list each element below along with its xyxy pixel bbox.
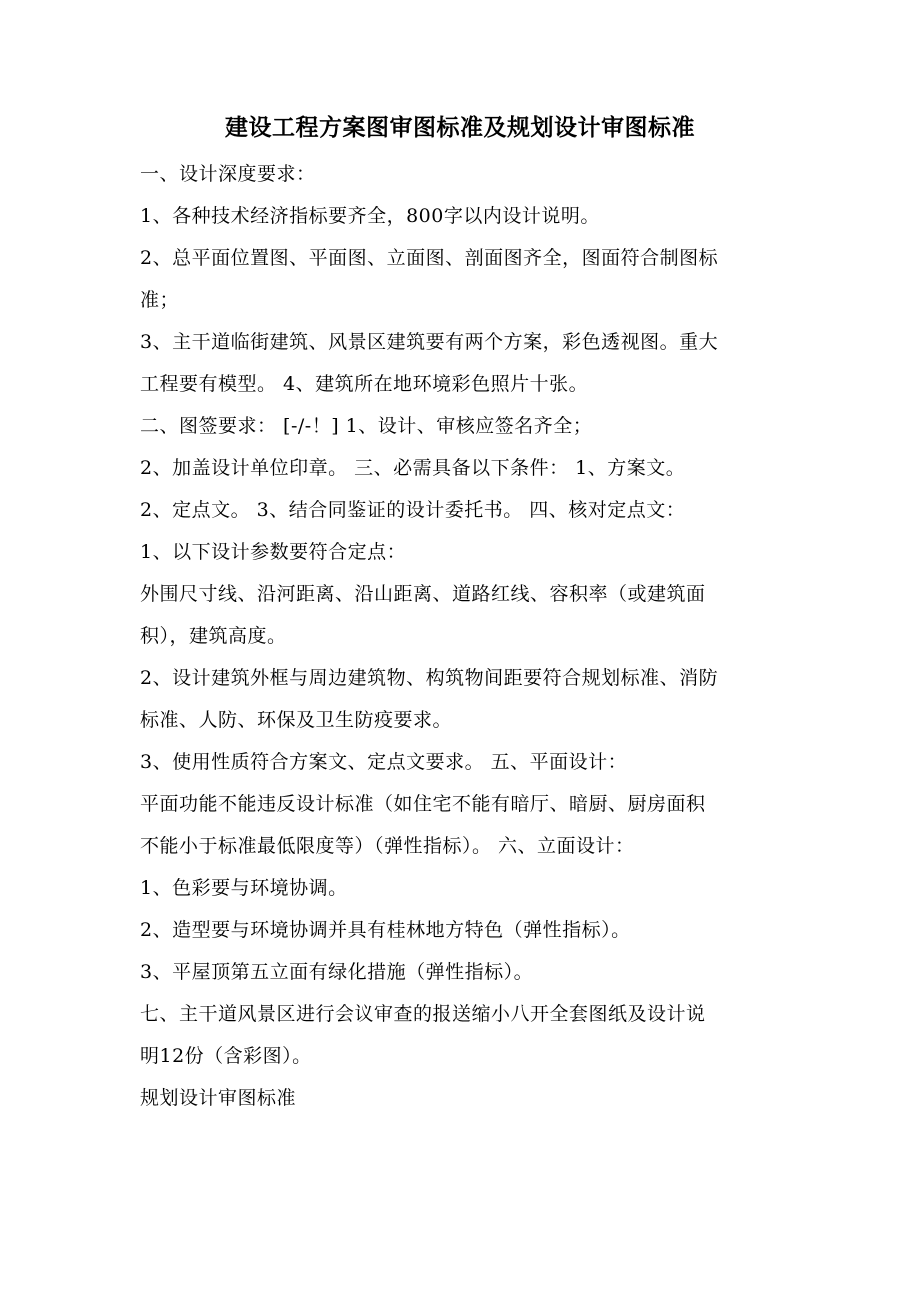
text-line: 1、以下设计参数要符合定点：: [140, 541, 407, 563]
text-line: 明12份（含彩图）。: [140, 1045, 312, 1067]
text-line: 外围尺寸线、沿河距离、沿山距离、道路红线、容积率（或建筑面: [140, 583, 706, 605]
text-line: 标准、人防、环保及卫生防疫要求。: [140, 709, 453, 731]
text-line: 二、图签要求： [-/-！] 1、设计、审核应签名齐全；: [140, 415, 593, 437]
text-line: 平面功能不能违反设计标准（如住宅不能有暗厅、暗厨、厨房面积: [140, 793, 706, 815]
text-line: 2、造型要与环境协调并具有桂林地方特色（弹性指标）。: [140, 919, 631, 941]
text-line: 工程要有模型。 4、建筑所在地环境彩色照片十张。: [140, 373, 589, 395]
text-line: 3、平屋顶第五立面有绿化措施（弹性指标）。: [140, 961, 534, 983]
document-title: 建设工程方案图审图标准及规划设计审图标准: [225, 114, 695, 141]
text-line: 2、定点文。 3、结合同鉴证的设计委托书。 四、核对定点文：: [140, 499, 686, 521]
text-line: 2、总平面位置图、平面图、立面图、剖面图齐全，图面符合制图标: [140, 247, 719, 269]
text-line: 不能小于标准最低限度等）（弹性指标）。 六、立面设计：: [140, 835, 635, 857]
text-line: 2、设计建筑外框与周边建筑物、构筑物间距要符合规划标准、消防: [140, 667, 719, 689]
text-line: 规划设计审图标准: [140, 1087, 297, 1109]
text-line: 3、主干道临街建筑、风景区建筑要有两个方案，彩色透视图。重大: [140, 331, 719, 353]
text-line: 2、加盖设计单位印章。 三、必需具备以下条件： 1、方案文。: [140, 457, 686, 479]
text-line: 七、主干道风景区进行会议审查的报送缩小八开全套图纸及设计说: [140, 1003, 706, 1025]
text-line: 1、色彩要与环境协调。: [140, 877, 348, 899]
text-line: 一、设计深度要求：: [140, 163, 316, 185]
text-line: 积），建筑高度。: [140, 625, 287, 647]
text-line: 3、使用性质符合方案文、定点文要求。 五、平面设计：: [140, 751, 628, 773]
text-line: 1、各种技术经济指标要齐全，800字以内设计说明。: [140, 205, 600, 227]
text-line: 准；: [140, 289, 180, 311]
